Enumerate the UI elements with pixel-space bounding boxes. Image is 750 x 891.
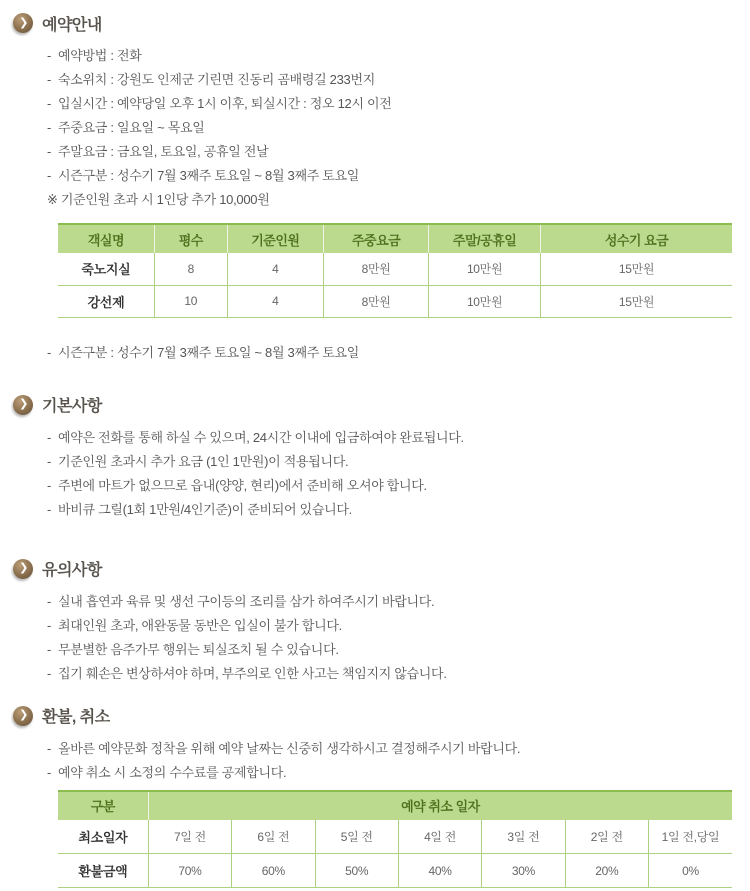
section-reservation-guide xyxy=(0,12,750,365)
list-item xyxy=(47,450,750,474)
list-item-text: 바비큐 그릴(1회 1만원/4인기준)이 준비되어 있습니다. xyxy=(58,501,352,517)
chevron-right-icon: ❯ xyxy=(19,709,28,721)
room-name-cell: 죽노지실 xyxy=(58,253,154,285)
list-item-text: 입실시간 : 예약당일 오후 1시 이후, 퇴실시간 : 정오 12시 이전 xyxy=(58,96,392,111)
col-header-category: 구분 xyxy=(58,791,148,820)
precaution-list xyxy=(0,590,750,686)
section-header xyxy=(13,705,750,727)
list-item-text: 예약은 전화를 통해 하실 수 있으며, 24시간 이내에 입금하여야 완료됩니다. xyxy=(58,429,464,445)
dash-bullet: - xyxy=(47,453,52,469)
row-label-cell: 최소일자 xyxy=(58,820,148,854)
list-item xyxy=(47,426,750,450)
list-item-text: 무분별한 음주가무 행위는 퇴실조치 될 수 있습니다. xyxy=(58,641,339,657)
section-refund-cancel xyxy=(0,705,750,889)
section-header xyxy=(13,394,750,416)
chevron-right-icon: ❯ xyxy=(19,562,28,574)
list-item xyxy=(47,140,750,164)
dash-bullet: - xyxy=(47,665,52,681)
refund-list xyxy=(0,737,750,785)
dash-bullet: - xyxy=(47,168,52,183)
guide-list xyxy=(0,44,750,212)
arrow-circle-icon xyxy=(13,395,33,415)
refund-rate-cell: 60% xyxy=(232,854,315,888)
peak-price-cell: 15만원 xyxy=(541,285,732,317)
room-price-table xyxy=(58,223,732,318)
section-precautions xyxy=(0,558,750,686)
arrow-circle-icon xyxy=(13,559,33,579)
cancel-table-header xyxy=(58,791,732,820)
weekday-price-cell: 8만원 xyxy=(324,253,429,285)
table-header-row xyxy=(58,224,732,253)
table-row xyxy=(58,285,732,317)
capacity-cell: 4 xyxy=(227,253,323,285)
col-header-capacity: 기준인원 xyxy=(227,224,323,253)
size-cell: 8 xyxy=(154,253,227,285)
row-label-cell: 환불금액 xyxy=(58,854,148,888)
list-item xyxy=(47,737,750,761)
refund-rate-cell: 30% xyxy=(482,854,565,888)
chevron-right-icon: ❯ xyxy=(19,16,28,29)
list-item xyxy=(47,92,750,116)
section-title: 환불, 취소 xyxy=(42,709,110,726)
dash-bullet: - xyxy=(47,144,52,159)
section-header xyxy=(13,558,750,580)
list-item xyxy=(47,662,750,686)
dash-bullet: - xyxy=(47,477,52,493)
note-text: ※ 기준인원 초과 시 1인당 추가 10,000원 xyxy=(47,192,270,207)
refund-rate-cell: 50% xyxy=(315,854,398,888)
dash-bullet: - xyxy=(47,593,52,609)
size-cell: 10 xyxy=(154,285,227,317)
section-basic-info xyxy=(0,394,750,522)
refund-rate-cell: 0% xyxy=(648,854,732,888)
table-row xyxy=(58,820,732,854)
list-item-text: 시즌구분 : 성수기 7월 3째주 토요일 ~ 8월 3째주 토요일 xyxy=(58,168,360,183)
list-item-text: 주중요금 : 일요일 ~ 목요일 xyxy=(58,120,205,135)
list-item xyxy=(47,590,750,614)
dash-bullet: - xyxy=(47,96,52,111)
cancel-date-cell: 7일 전 xyxy=(148,820,231,854)
list-item-text: 예약 취소 시 소정의 수수료를 공제합니다. xyxy=(58,764,287,780)
table-row xyxy=(58,253,732,285)
dash-bullet: - xyxy=(47,501,52,517)
table-row xyxy=(58,854,732,888)
peak-price-cell: 15만원 xyxy=(618,262,655,277)
list-item xyxy=(47,116,750,140)
cancel-fee-table xyxy=(58,790,732,889)
list-item xyxy=(47,341,750,365)
list-item-text: 실내 흡연과 육류 및 생선 구이등의 조리를 삼가 하여주시기 바랍니다. xyxy=(58,593,435,609)
dash-bullet: - xyxy=(47,429,52,445)
col-header-cancel-date: 예약 취소 일자 xyxy=(148,791,732,820)
list-item xyxy=(47,474,750,498)
weekend-price-cell: 10만원 xyxy=(429,285,541,317)
list-item-text: 올바른 예약문화 정착을 위해 예약 날짜는 신중히 생각하시고 결정해주시기 바랍니다. xyxy=(58,740,521,756)
cancel-date-cell: 5일 전 xyxy=(315,820,398,854)
refund-rate-cell: 70% xyxy=(148,854,231,888)
table-header-row xyxy=(58,791,732,820)
cancel-date-cell: 3일 전 xyxy=(482,820,565,854)
cancel-date-cell: 4일 전 xyxy=(398,820,481,854)
cancel-date-cell: 2일 전 xyxy=(565,820,648,854)
list-item xyxy=(47,638,750,662)
chevron-right-icon: ❯ xyxy=(19,398,28,410)
dash-bullet: - xyxy=(47,764,52,780)
weekend-price-cell: 10만원 xyxy=(429,253,541,285)
col-header-room: 객실명 xyxy=(58,224,154,253)
list-item-text: 주말요금 : 금요일, 토요일, 공휴일 전날 xyxy=(58,144,269,159)
col-header-weekend: 주말/공휴일 xyxy=(429,224,541,253)
section-title: 예약안내 xyxy=(42,16,102,34)
arrow-circle-icon xyxy=(13,13,33,33)
list-item xyxy=(47,44,750,68)
list-item-text: 집기 훼손은 변상하셔야 하며, 부주의로 인한 사고는 책임지지 않습니다. xyxy=(58,665,447,681)
col-header-size: 평수 xyxy=(154,224,227,253)
dash-bullet: - xyxy=(47,344,52,360)
arrow-circle-icon xyxy=(13,706,33,726)
list-item xyxy=(47,498,750,522)
room-name-cell: 강선제 xyxy=(58,285,154,317)
list-item xyxy=(47,614,750,638)
weekday-price-cell: 8만원 xyxy=(324,285,429,317)
list-item xyxy=(47,164,750,188)
dash-bullet: - xyxy=(47,120,52,135)
dash-bullet: - xyxy=(47,641,52,657)
refund-rate-cell: 20% xyxy=(565,854,648,888)
dash-bullet: - xyxy=(47,740,52,756)
refund-rate-cell: 40% xyxy=(398,854,481,888)
list-item-text: 예약방법 : 전화 xyxy=(58,48,142,63)
dash-bullet: - xyxy=(47,617,52,633)
list-item-text: 기준인원 초과시 추가 요금 (1인 1만원)이 적용됩니다. xyxy=(58,453,349,469)
cancel-date-cell: 1일 전,당일 xyxy=(661,829,720,844)
capacity-cell: 4 xyxy=(227,285,323,317)
section-title: 기본사항 xyxy=(42,398,102,415)
col-header-peak: 성수기 요금 xyxy=(541,224,732,253)
col-header-weekday: 주중요금 xyxy=(324,224,429,253)
list-item-text: 최대인원 초과, 애완동물 동반은 입실이 불가 합니다. xyxy=(58,617,342,633)
room-table-header xyxy=(58,224,732,253)
section-header xyxy=(13,12,750,34)
list-item-text: 숙소위치 : 강원도 인제군 기린면 진동리 곰배령길 233번지 xyxy=(58,72,375,87)
list-item xyxy=(47,68,750,92)
note-item xyxy=(47,188,750,212)
section-title: 유의사항 xyxy=(42,562,102,579)
list-item-text: 시즌구분 : 성수기 7월 3째주 토요일 ~ 8월 3째주 토요일 xyxy=(58,344,360,360)
dash-bullet: - xyxy=(47,48,52,63)
list-item-text: 주변에 마트가 없으므로 읍내(양양, 현리)에서 준비해 오셔야 합니다. xyxy=(58,477,427,493)
cancel-date-cell: 6일 전 xyxy=(232,820,315,854)
dash-bullet: - xyxy=(47,72,52,87)
basic-info-list xyxy=(0,426,750,522)
list-item xyxy=(47,761,750,785)
